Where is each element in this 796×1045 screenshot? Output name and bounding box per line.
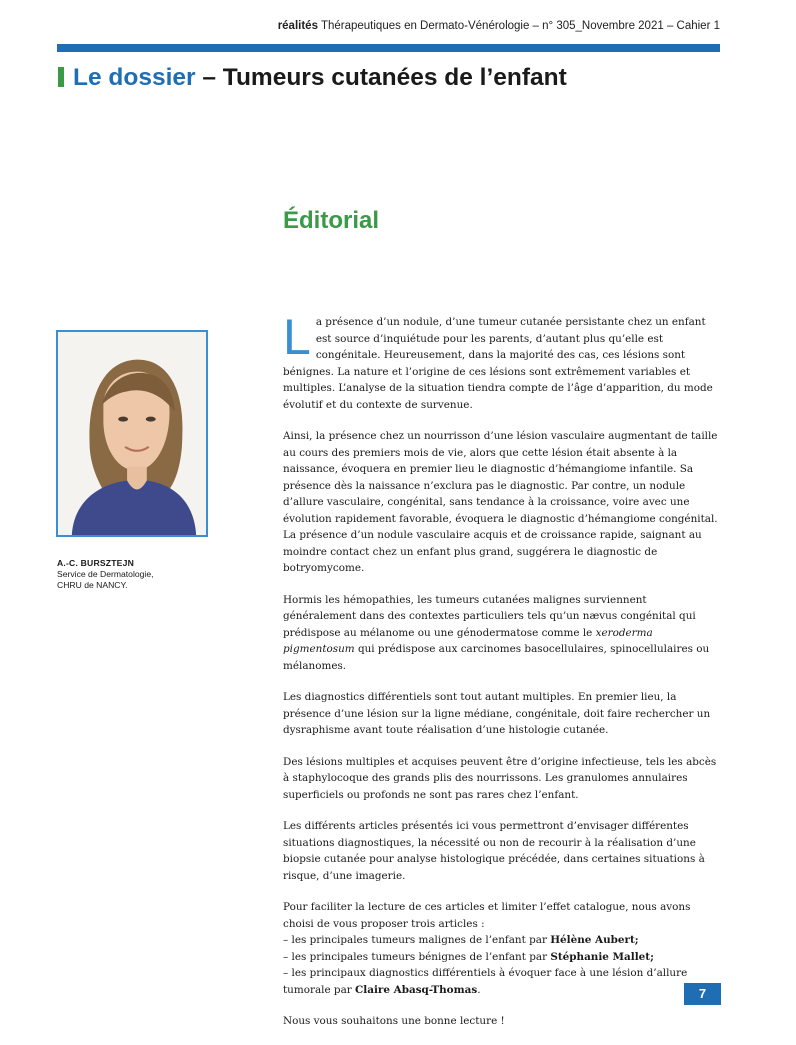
paragraph-3: [283, 592, 721, 675]
list-item-end: .: [477, 983, 481, 996]
header-rule: [57, 44, 720, 52]
list-item-author: Claire Abasq-Thomas: [355, 983, 478, 996]
author-affiliation: Service de Dermatologie,: [57, 569, 154, 579]
issue-info: Thérapeutiques en Dermato-Vénérologie – n° 305_Novembre 2021 – Cahier 1: [317, 20, 720, 32]
dossier-label: Le dossier: [73, 64, 196, 91]
list-item-author: Hélène Aubert: [550, 934, 635, 946]
list-item-end: ;: [634, 934, 639, 946]
paragraph-1: [283, 309, 721, 413]
journal-name: réalités: [277, 20, 318, 32]
paragraph-7: [283, 899, 721, 998]
paragraph-6: Les différents articles présentés ici vous permettront d’envisager différentes situations diagnostiques, la nécessité ou non de recourir à la réalisation d’une biopsie cutanée pour analyse histologique précédée, dans certaines situations à risque, d’une imagerie.: [283, 820, 705, 882]
author-institution: CHRU de NANCY.: [57, 580, 128, 590]
dossier-title: – Tumeurs cutanées de l’enfant: [195, 64, 567, 91]
list-item-end: ;: [650, 950, 654, 963]
author-name: A.-C. BURSZTEJN: [57, 558, 135, 568]
paragraph-3-part-a: Hormis les hémopathies, les tumeurs cutanées malignes surviennent généralement dans des contextes particuliers tels qu’un nævus congénital qui prédispose au mélanome ou une génodermatose comme le: [283, 593, 696, 639]
drop-cap: L: [283, 309, 311, 365]
paragraph-3-italic: xeroderma pigmentosum: [283, 626, 653, 655]
list-item-text: – les principales tumeurs bénignes de l’enfant par: [283, 950, 551, 963]
list-item: [283, 965, 721, 998]
paragraph-5: Des lésions multiples et acquises peuvent être d’origine infectieuse, tels les abcès à staphylocoque des grands plis des nourrissons. Les granulomes annulaires superficiels ou profonds ne sont pas rares chez l’enfant.: [283, 755, 717, 801]
running-header: [56, 20, 720, 32]
list-item-text: – les principaux diagnostics différentiels à évoquer face à une lésion d’allure tumorale par: [283, 967, 688, 996]
section-title: Éditorial: [283, 207, 380, 234]
list-item-text: – les principales tumeurs malignes de l’enfant par: [283, 934, 551, 946]
list-item: [283, 949, 721, 966]
paragraph-2: Ainsi, la présence chez un nourrisson d’une lésion vasculaire augmentant de taille au cours des premiers mois de vie, alors que cette lésion était absente à la naissance, évoquera en premier lieu le diagnostic d’hémangiome infantile. Sa présence dès la naissance n’exclura pas le diagnostic. Par contre, un nodule d’allure vasculaire, congénital, sans tendance à la croissance, voire avec une évolution rapidement favorable, évoquera le diagnostic d’hémangiome congénital. La présence d’un nodule vasculaire acquis et de croissance rapide, saignant au moindre contact chez un enfant plus grand, suggérera le diagnostic de botryomycome.: [283, 430, 718, 574]
list-item: [283, 932, 721, 949]
paragraph-3-part-b: qui prédispose aux carcinomes basocellulaires, spinocellulaires ou mélanomes.: [283, 643, 710, 672]
portrait-image: [58, 332, 206, 535]
author-photo: [56, 330, 208, 537]
list-intro: Pour faciliter la lecture de ces articles et limiter l’effet catalogue, nous avons choisi de vous proposer trois articles :: [283, 901, 691, 930]
dossier-marker: [58, 67, 64, 87]
editorial-body: [283, 309, 721, 1045]
paragraph-4: Les diagnostics différentiels sont tout autant multiples. En premier lieu, la présence d’une lésion sur la ligne médiane, congénitale, doit faire rechercher un dysraphisme avant toute réalisation d’une histologie cutanée.: [283, 691, 711, 736]
dossier-heading: [58, 64, 567, 92]
author-block: [57, 558, 154, 591]
list-item-author: Stéphanie Mallet: [550, 950, 651, 963]
closing-line: Nous vous souhaitons une bonne lecture !: [283, 1015, 505, 1027]
paragraph-1-text: a présence d’un nodule, d’une tumeur cutanée persistante chez un enfant est source d’inquiétude pour les parents, d’autant plus qu’elle est congénitale. Heureusement, dans la majorité des cas, ces lésions sont bénignes. La nature et l’origine de ces lésions sont extrêmement variables et multiples. L’analyse de la situation tiendra compte de l’âge d’apparition, du mode évolutif et du contexte de survenue.: [283, 316, 713, 411]
page-number: 7: [684, 983, 721, 1005]
